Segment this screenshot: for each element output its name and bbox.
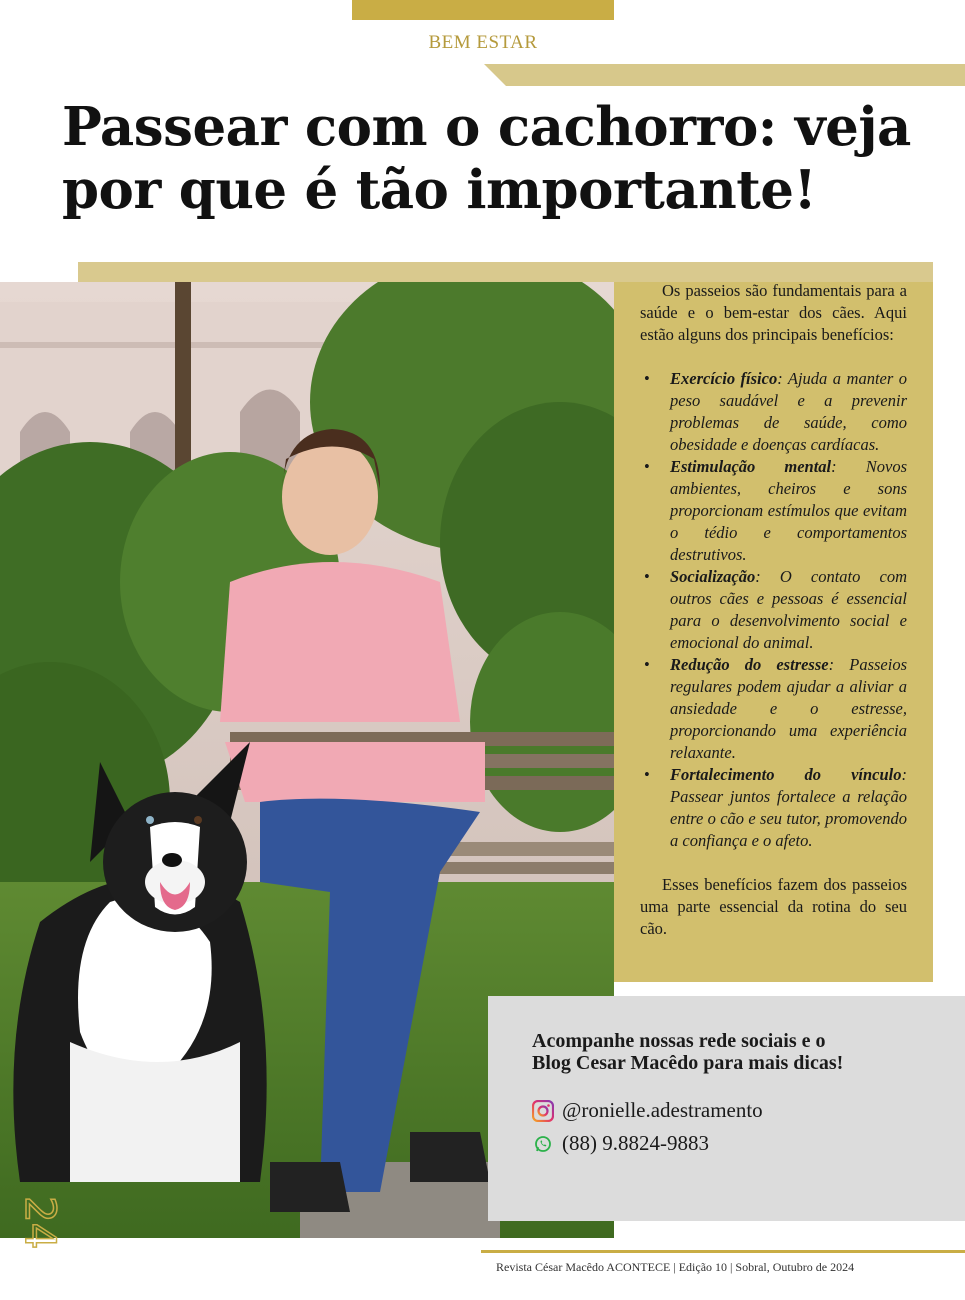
footer-rule xyxy=(481,1250,965,1253)
benefits-list xyxy=(644,368,907,852)
top-gold-bar xyxy=(352,0,614,20)
item-text: : Passeios regulares podem ajudar a aliviar a ansiedade e o estresse, proporcionando uma experiência relaxante. xyxy=(670,655,907,762)
instagram-link[interactable] xyxy=(532,1098,921,1123)
footer-credit: Revista César Macêdo ACONTECE | Edição 10 | Sobral, Outubro de 2024 xyxy=(496,1260,855,1274)
item-text: : Ajuda a manter o peso saudável e a prevenir problemas de saúde, como obesidade e doenças cardíacas. xyxy=(670,369,907,454)
item-term: Redução do estresse xyxy=(670,655,829,674)
section-label: BEM ESTAR xyxy=(428,32,538,53)
social-title: Acompanhe nossas rede sociais e o Blog Cesar Macêdo para mais dicas! xyxy=(532,1030,844,1074)
whatsapp-number: (88) 9.8824-9883 xyxy=(562,1131,709,1155)
item-text: : Novos ambientes, cheiros e sons proporcionam estímulos que evitam o tédio e comportamentos destrutivos. xyxy=(670,457,907,564)
whatsapp-icon xyxy=(532,1133,554,1155)
page-number: 24 xyxy=(16,1196,65,1250)
page-title: Passear com o cachorro: veja por que é tão importante! xyxy=(62,96,911,221)
item-term: Exercício físico xyxy=(670,369,778,388)
article-box xyxy=(614,282,933,982)
social-box xyxy=(488,996,965,1221)
article-intro: Os passeios são fundamentais para a saúde e o bem-estar dos cães. Aqui estão alguns dos principais benefícios: xyxy=(640,281,907,344)
list-item xyxy=(644,368,907,456)
item-term: Fortalecimento do vínculo xyxy=(670,765,902,784)
instagram-icon xyxy=(532,1100,554,1122)
decorative-stripe xyxy=(484,64,965,86)
list-item xyxy=(644,456,907,566)
item-text: : O contato com outros cães e pessoas é essencial para o desenvolvimento social e emocional do animal. xyxy=(670,567,907,652)
whatsapp-link[interactable] xyxy=(532,1131,921,1156)
item-term: Estimulação mental xyxy=(670,457,832,476)
list-item xyxy=(644,764,907,852)
list-item xyxy=(644,654,907,764)
article-outro: Esses benefícios fazem dos passeios uma parte essencial da rotina do seu cão. xyxy=(640,875,907,938)
instagram-handle: @ronielle.adestramento xyxy=(562,1098,763,1122)
item-term: Socialização xyxy=(670,567,756,586)
list-item xyxy=(644,566,907,654)
item-text: : Passear juntos fortalece a relação entre o cão e seu tutor, promovendo a confiança e o afeto. xyxy=(670,765,907,850)
